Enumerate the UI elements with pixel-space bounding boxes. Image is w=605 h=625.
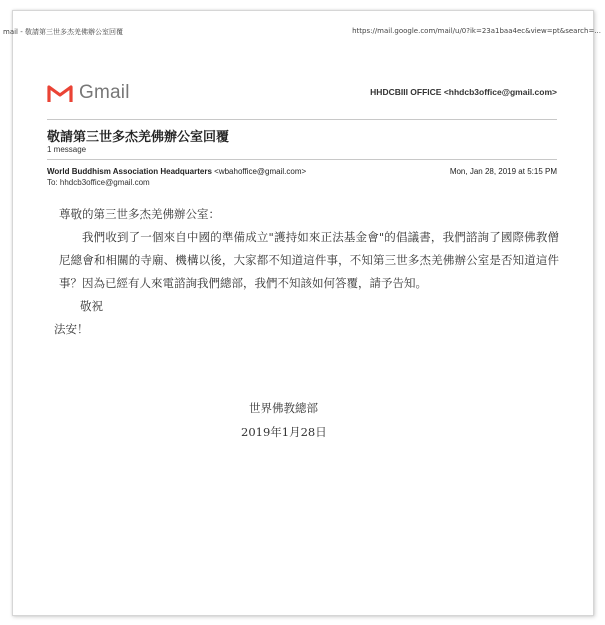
recipient-line: To: hhdcb3office@gmail.com: [47, 178, 150, 187]
gmail-header: [47, 81, 557, 107]
sender-name: World Buddhism Association Headquarters: [47, 167, 212, 176]
print-header-title: mail - 敬請第三世多杰羌佛辦公室回覆: [3, 28, 123, 36]
printed-email-sheet: [3, 10, 601, 616]
message-date: Mon, Jan 28, 2019 at 5:15 PM: [449, 167, 557, 176]
gmail-wordmark: Gmail: [79, 82, 130, 103]
signature-organization: 世界佛教總部: [249, 401, 318, 415]
email-subject: 敬請第三世多杰羌佛辦公室回覆: [47, 130, 230, 145]
body-greeting: 尊敬的第三世多杰羌佛辦公室：: [59, 207, 220, 221]
account-label: HHDCBIII OFFICE <hhdcb3office@gmail.com>: [370, 87, 557, 97]
sender-email[interactable]: <wbahoffice@gmail.com>: [214, 167, 307, 176]
body-regards: 敬祝: [80, 299, 103, 313]
subject-divider: [47, 159, 557, 160]
gmail-logo: [47, 81, 130, 105]
header-divider: [47, 119, 557, 120]
signature-date: 2019年1月28日: [241, 425, 327, 439]
signature-block: [241, 396, 327, 444]
sender-line: [47, 167, 557, 176]
message-count: 1 message: [47, 145, 87, 154]
body-closing: 法安！: [54, 322, 89, 336]
gmail-m-icon: [47, 83, 73, 103]
print-header-url[interactable]: https://mail.google.com/mail/u/0?ik=23a1baa4ec&view=pt&search=...: [352, 27, 601, 35]
message-body: [54, 203, 559, 341]
print-header: [3, 13, 601, 36]
body-paragraph: 我們收到了一個來自中國的準備成立"護持如來正法基金會"的倡議書，我們諮詢了國際佛教僧尼總會和相關的寺廟、機構以後，大家都不知道這件事，不知第三世多杰羌佛辦公室是否知道這件事？因為已經有人來電諮詢我們總部，我們不知該如何答覆，請予告知。: [59, 230, 559, 290]
